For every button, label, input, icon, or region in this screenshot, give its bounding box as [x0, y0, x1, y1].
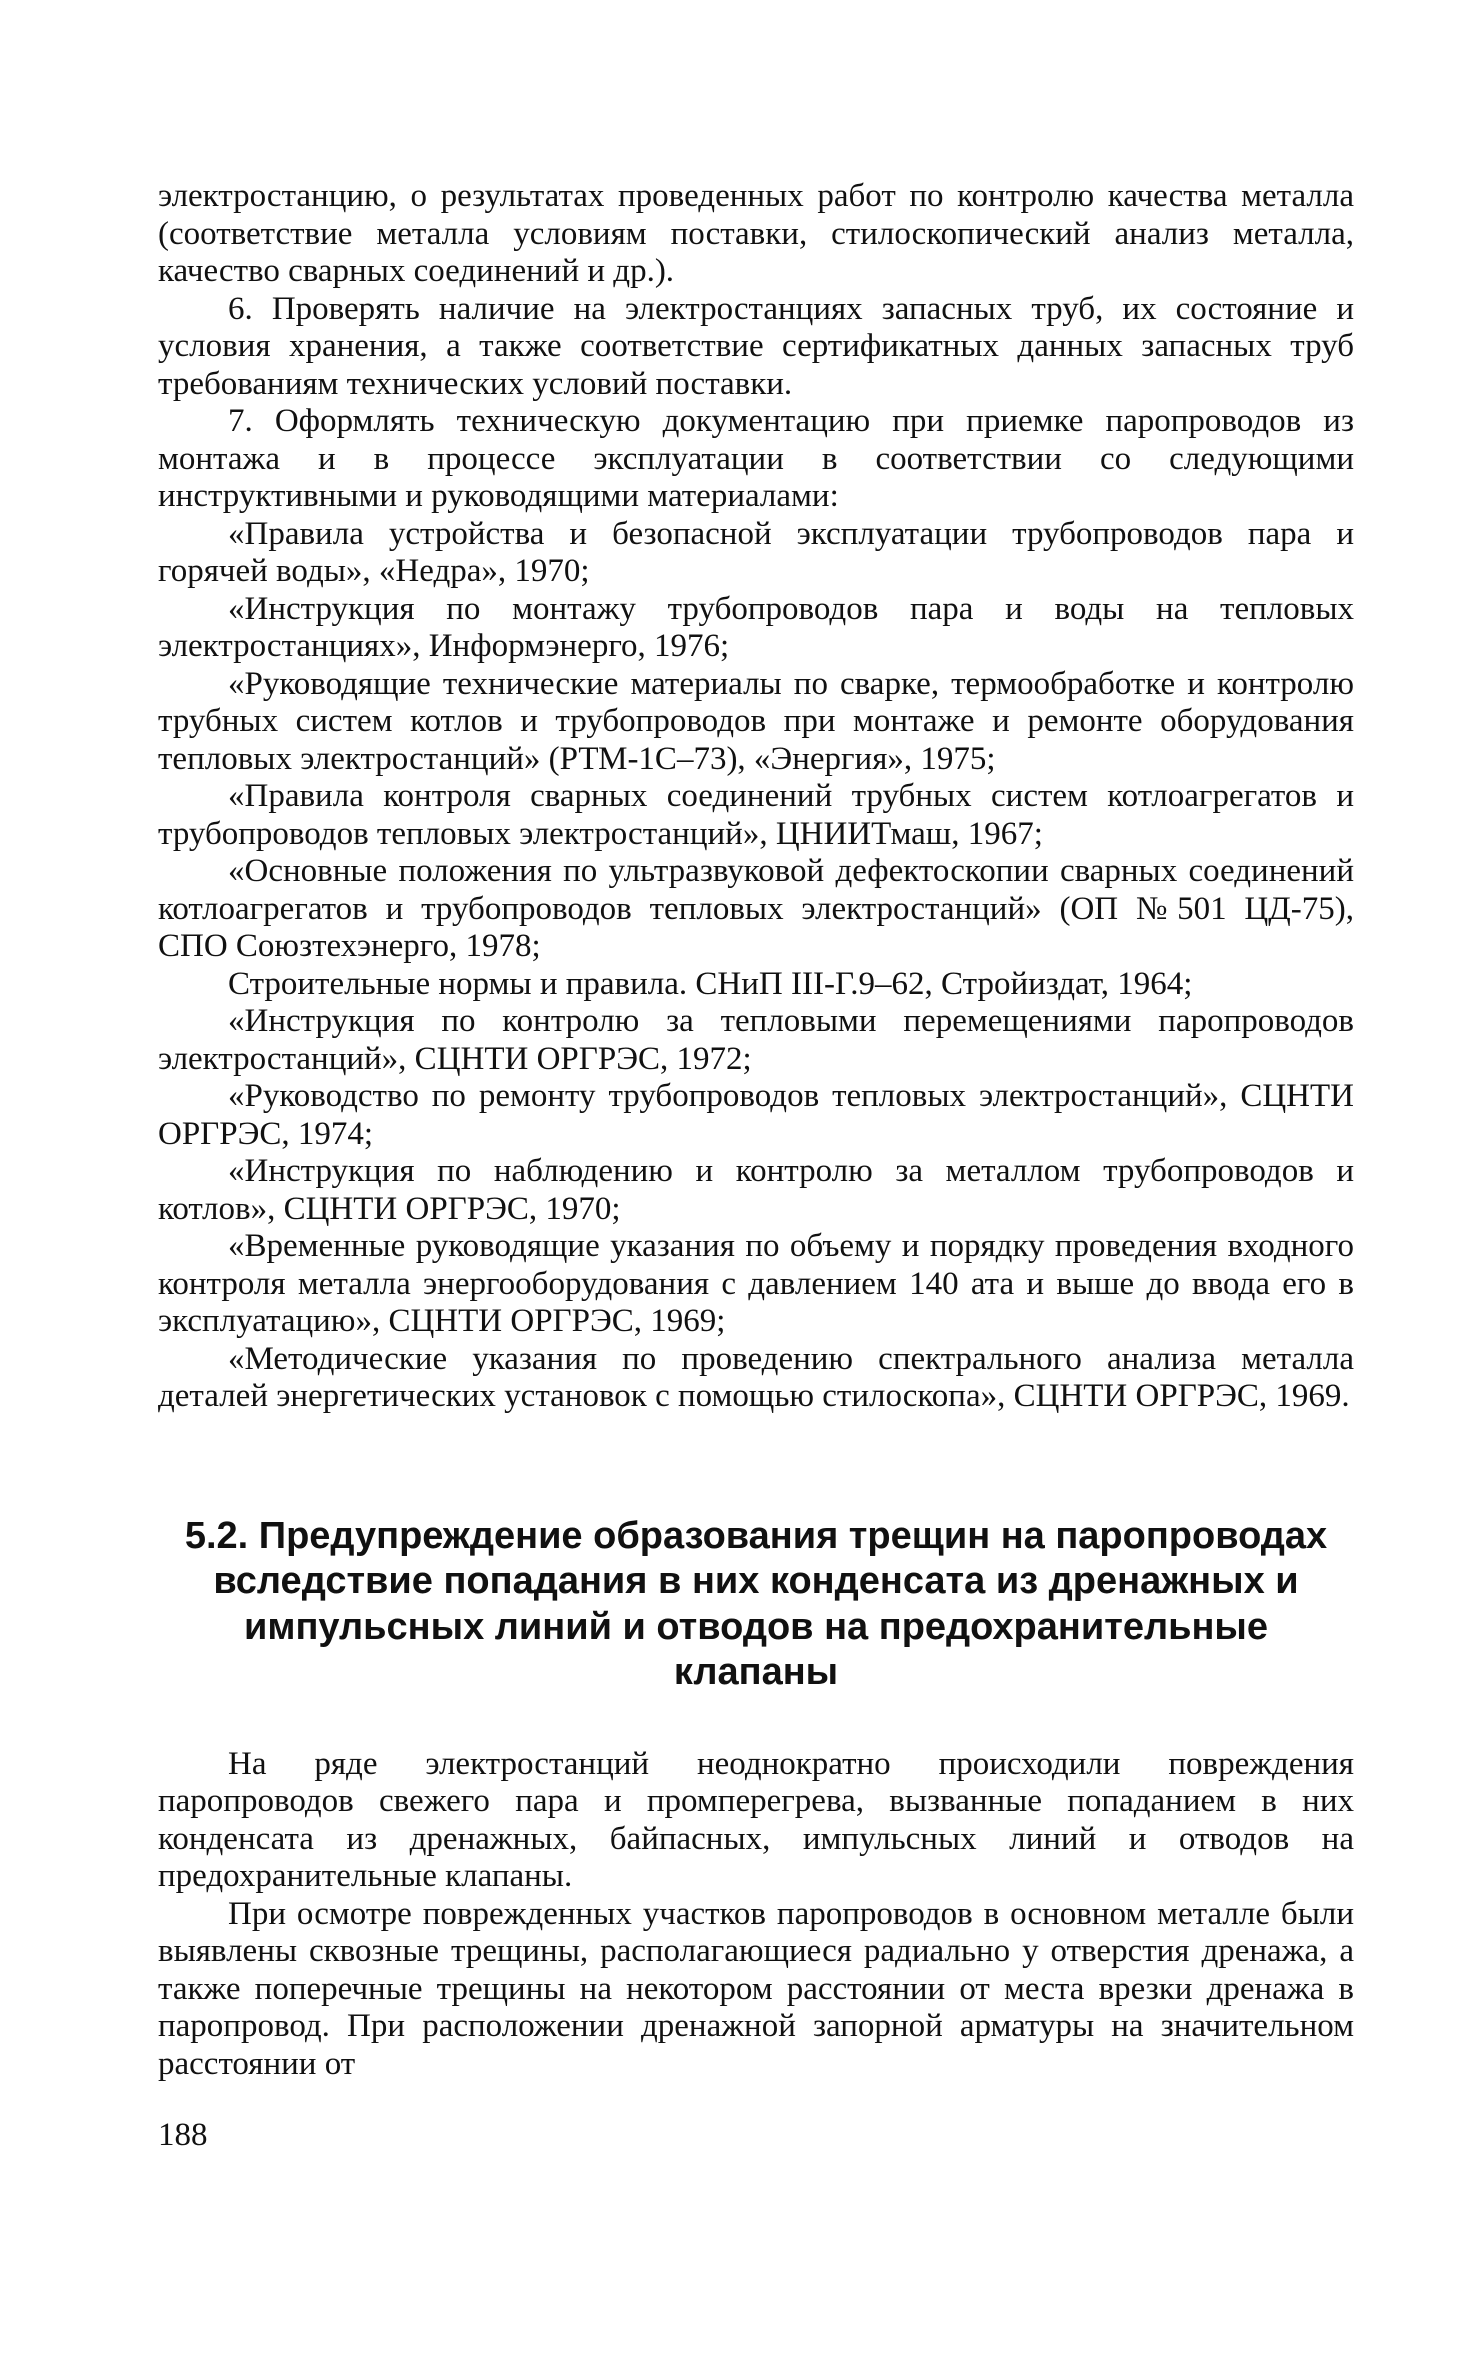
book-page	[158, 178, 1354, 2154]
intro-paragraph: электростанцию, о результатах проведенных работ по контролю качества металла (соответствие металла условиям поставки, стилоскопический анализ металла, качество сварных соединений и др.).	[158, 178, 1354, 289]
section-paragraph: На ряде электростанций неоднократно происходили повреждения паропроводов свежего пара и промперегрева, вызванные попаданием в них конденсата из дренажных, байпасных, импульсных линий и отводов на предохранительные клапаны.	[158, 1745, 1354, 1894]
reference-item: «Инструкция по наблюдению и контролю за металлом трубопроводов и котлов», СЦНТИ ОРГРЭС, 1970;	[158, 1153, 1354, 1227]
list-item-7: 7. Оформлять техническую документацию при приемке паропроводов из монтажа и в процессе эксплуатации в соответствии со следующими инструктивными и руководящими материалами:	[158, 403, 1354, 514]
reference-item: «Инструкция по монтажу трубопроводов пара и воды на тепловых электростанциях», Информэнерго, 1976;	[158, 590, 1354, 664]
reference-item: «Инструкция по контролю за тепловыми перемещениями паропроводов электростанций», СЦНТИ ОРГРЭС, 1972;	[158, 1003, 1354, 1077]
section-heading: 5.2. Предупреждение образования трещин на паропроводах вследствие попадания в них конденсата из дренажных и импульсных линий и отводов на предохранительные клапаны	[184, 1514, 1328, 1693]
references-list	[158, 516, 1354, 1416]
reference-item: «Методические указания по проведению спектрального анализа металла деталей энергетических установок с помощью стилоскопа», СЦНТИ ОРГРЭС, 1969.	[158, 1340, 1354, 1414]
section-body	[158, 1746, 1354, 2084]
list-item-6: 6. Проверять наличие на электростанциях запасных труб, их состояние и условия хранения, а также соответствие сертификатных данных запасных труб требованиям технических условий поставки.	[158, 290, 1354, 402]
reference-item: «Правила устройства и безопасной эксплуатации трубопроводов пара и горячей воды», «Недра», 1970;	[158, 515, 1354, 589]
reference-item: «Основные положения по ультразвуковой дефектоскопии сварных соединений котлоагрегатов и трубопроводов тепловых электростанций» (ОП №501 ЦД-75), СПО Союзтехэнерго, 1978;	[158, 853, 1354, 964]
reference-item: «Временные руководящие указания по объему и порядку проведения входного контроля металла энергооборудования с давлением 140 ата и выше до ввода его в эксплуатацию», СЦНТИ ОРГРЭС, 1969;	[158, 1228, 1354, 1339]
reference-item: «Руководящие технические материалы по сварке, термообработке и контролю трубных систем котлов и трубопроводов при монтаже и ремонте оборудования тепловых электростанций» (РТМ-1С–73), «Энергия», 1975;	[158, 665, 1354, 777]
page-number: 188	[158, 2117, 208, 2153]
reference-item: «Руководство по ремонту трубопроводов тепловых электростанций», СЦНТИ ОРГРЭС, 1974;	[158, 1078, 1354, 1152]
section-paragraph: При осмотре поврежденных участков паропроводов в основном металле были выявлены сквозные трещины, располагающиеся радиально у отверстия дренажа, а также поперечные трещины на некотором расстоянии от места врезки дренажа в паропровод. При расположении дренажной запорной арматуры на значительном расстоянии от	[158, 1895, 1354, 2082]
reference-item: «Правила контроля сварных соединений трубных систем котлоагрегатов и трубопроводов тепловых электростанций», ЦНИИТмаш, 1967;	[158, 778, 1354, 852]
reference-item: Строительные нормы и правила. СНиП III-Г.9–62, Стройиздат, 1964;	[228, 965, 1193, 1002]
